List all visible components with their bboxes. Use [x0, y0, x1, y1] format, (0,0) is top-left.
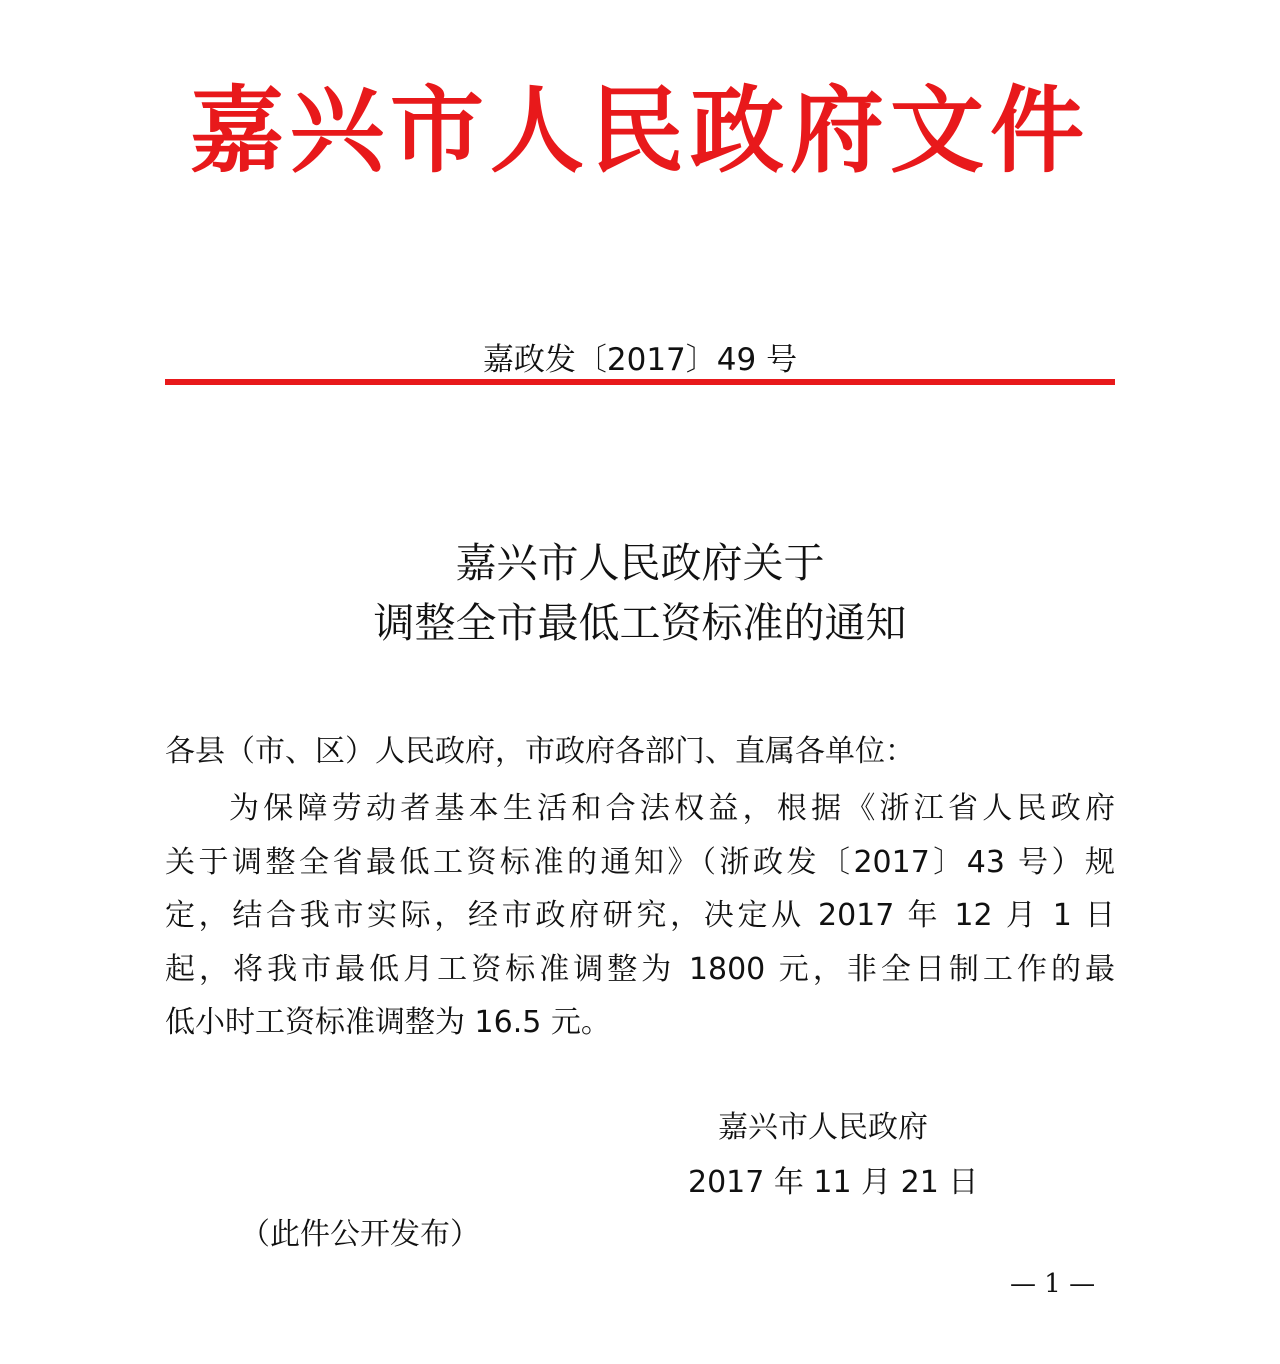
masthead-title: 嘉兴市人民政府文件	[189, 77, 1090, 186]
document-title-line-1: 嘉兴市人民政府关于	[455, 539, 825, 587]
salutation: 各县（市、区）人民政府，市政府各部门、直属各单位：	[165, 734, 915, 769]
signing-date: 2017 年 11 月 21 日	[688, 1165, 979, 1200]
disclosure-note: （此件公开发布）	[240, 1217, 480, 1252]
page-number: — 1 —	[1010, 1269, 1096, 1299]
red-separator-line	[165, 379, 1115, 385]
body-line: 低小时工资标准调整为 16.5 元。	[165, 1005, 611, 1040]
document-title-line-2: 调整全市最低工资标准的通知	[373, 599, 907, 647]
signatory: 嘉兴市人民政府	[718, 1110, 928, 1145]
body-line: 定，结合我市实际，经市政府研究，决定从 2017 年 12 月 1 日	[165, 898, 1115, 933]
body-paragraph	[165, 782, 1115, 1050]
body-line: 为保障劳动者基本生活和合法权益，根据《浙江省人民政府	[229, 791, 1115, 826]
body-line: 起，将我市最低月工资标准调整为 1800 元，非全日制工作的最	[165, 951, 1115, 987]
document-number: 嘉政发〔2017〕49 号	[482, 342, 798, 378]
body-line: 关于调整全省最低工资标准的通知》（浙政发〔2017〕43 号）规	[165, 844, 1115, 880]
document-title	[0, 533, 1280, 653]
